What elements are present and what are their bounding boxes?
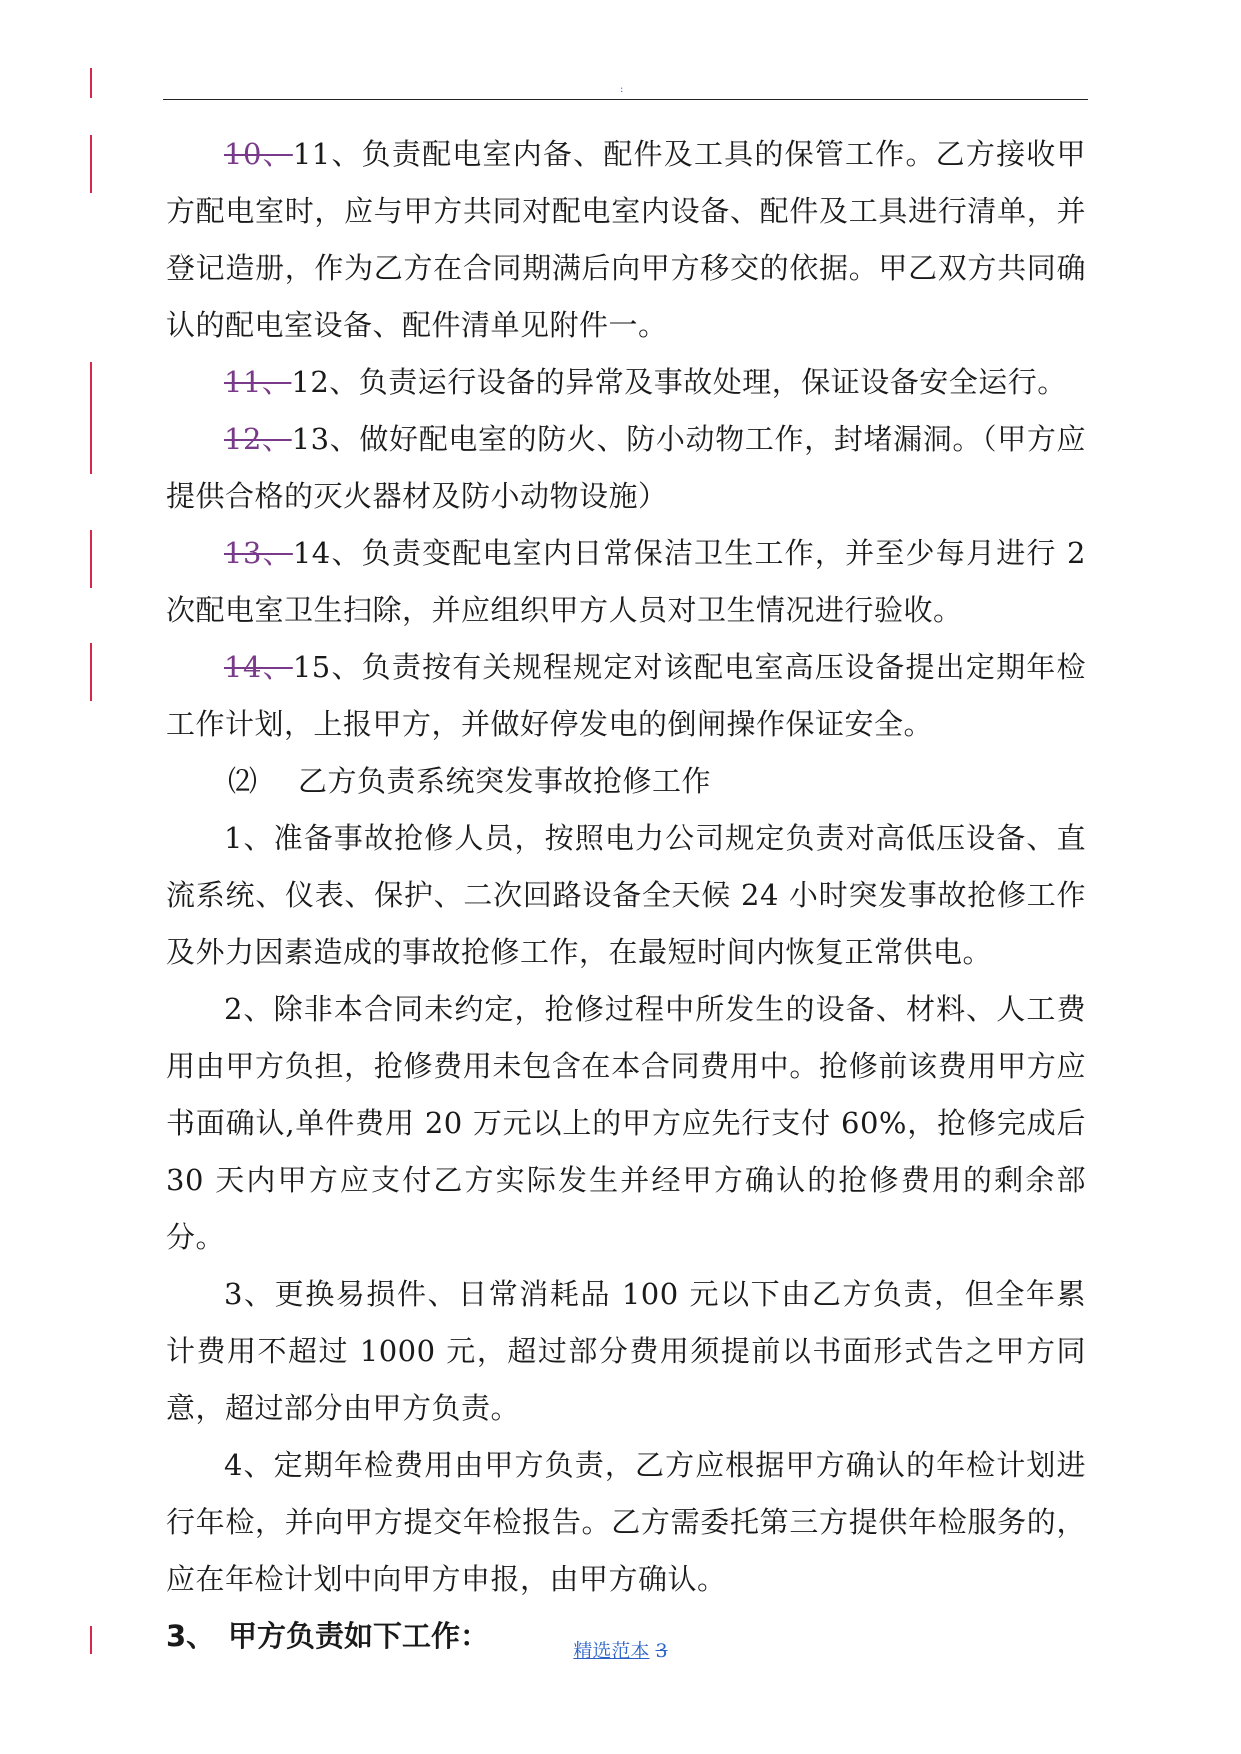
deleted-number: 14、 <box>224 650 293 684</box>
deleted-number: 10、 <box>224 137 293 171</box>
item-paragraph <box>166 639 1086 753</box>
item-text: 12、负责运行设备的异常及事故处理，保证设备安全运行。 <box>291 365 1067 399</box>
section-title: 甲方负责如下工作： <box>228 1619 490 1653</box>
subsection-heading <box>166 753 1086 810</box>
item-paragraph <box>166 525 1086 639</box>
body-paragraph: 1、准备事故抢修人员，按照电力公司规定负责对高低压设备、直流系统、仪表、保护、二次回路设备全天候 24 小时突发事故抢修工作及外力因素造成的事故抢修工作，在最短时间内恢复正常供电。 <box>166 821 1086 969</box>
change-bar <box>90 135 92 193</box>
header-mark: : <box>620 84 624 95</box>
footer-link[interactable]: 精选范本 <box>573 1640 650 1662</box>
deleted-number: 12、 <box>224 422 292 456</box>
item-text: 11、负责配电室内备、配件及工具的保管工作。乙方接收甲方配电室时，应与甲方共同对配电室内设备、配件及工具进行清单，并登记造册，作为乙方在合同期满后向甲方移交的依据。甲乙双方共同确认的配电室设备、配件清单见附件一。 <box>166 137 1086 342</box>
header-rule <box>163 99 1088 100</box>
subsection-number: ⑵ <box>228 764 258 798</box>
section-number: 3、 <box>166 1619 216 1653</box>
item-paragraph <box>166 126 1086 354</box>
page-number: 3 <box>655 1640 668 1662</box>
change-bar <box>90 530 92 588</box>
page-footer <box>0 1636 1241 1663</box>
body-paragraph: 2、除非本合同未约定，抢修过程中所发生的设备、材料、人工费用由甲方负担，抢修费用未包含在本合同费用中。抢修前该费用甲方应书面确认,单件费用 20 万元以上的甲方应先行支付 60%，抢修完成后 30 天内甲方应支付乙方实际发生并经甲方确认的抢修费用的剩余部分。 <box>166 992 1086 1254</box>
item-text: 15、负责按有关规程规定对该配电室高压设备提出定期年检工作计划，上报甲方，并做好停发电的倒闸操作保证安全。 <box>166 650 1086 741</box>
item-text: 13、做好配电室的防火、防小动物工作，封堵漏洞。（甲方应提供合格的灭火器材及防小动物设施） <box>166 422 1086 513</box>
item-paragraph <box>166 354 1086 411</box>
item-text: 14、负责变配电室内日常保洁卫生工作，并至少每月进行 2 次配电室卫生扫除，并应组织甲方人员对卫生情况进行验收。 <box>166 536 1087 627</box>
change-bar <box>90 68 92 98</box>
change-bar <box>90 362 92 474</box>
deleted-number: 13、 <box>224 536 293 570</box>
deleted-number: 11、 <box>224 365 292 399</box>
subsection-title: 乙方负责系统突发事故抢修工作 <box>298 764 712 798</box>
body-paragraph: 3、更换易损件、日常消耗品 100 元以下由乙方负责，但全年累计费用不超过 1000 元，超过部分费用须提前以书面形式告之甲方同意，超过部分由甲方负责。 <box>166 1277 1086 1425</box>
document-body <box>166 126 1086 1665</box>
change-bar <box>90 643 92 701</box>
item-paragraph <box>166 411 1086 525</box>
body-paragraph: 4、定期年检费用由甲方负责，乙方应根据甲方确认的年检计划进行年检，并向甲方提交年检报告。乙方需委托第三方提供年检服务的，应在年检计划中向甲方申报，由甲方确认。 <box>166 1448 1086 1596</box>
